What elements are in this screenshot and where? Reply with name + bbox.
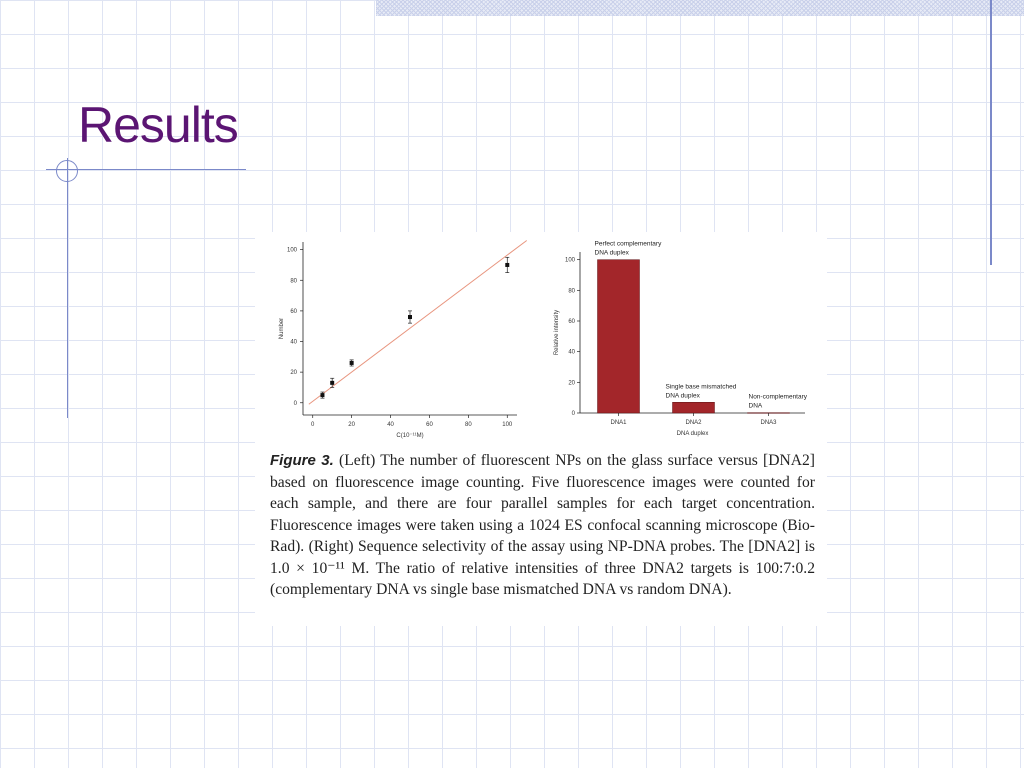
bar-y-tick-label: 0 [571, 411, 575, 417]
scatter-y-tick-label: 40 [290, 339, 297, 346]
bar-y-tick-label: 60 [568, 319, 575, 325]
annotation-single-1: Single base mismatched [665, 383, 737, 391]
bar-y-tick-label: 100 [564, 257, 575, 264]
bar-dna2 [673, 402, 715, 413]
bar-category-label: DNA1 [610, 420, 627, 426]
scatter-x-tick-label: 60 [426, 422, 433, 428]
scatter-x-tick-label: 100 [502, 422, 513, 428]
circle-ornament-icon [56, 160, 78, 182]
scatter-y-tick-label: 0 [293, 400, 297, 407]
slide-title: Results [78, 97, 238, 153]
scatter-y-tick-label: 80 [290, 278, 297, 285]
scatter-point [350, 361, 354, 365]
caption-label: Figure 3. [270, 452, 334, 469]
annotation-noncomp-2: DNA [748, 402, 763, 410]
scatter-x-tick-label: 0 [311, 422, 315, 428]
bar-y-tick-label: 20 [568, 380, 575, 387]
figure-caption [270, 450, 815, 601]
caption-text: (Left) The number of fluorescent NPs on the glass surface versus [DNA2] based on fluorescence image counting. Five fluorescence images were counted for each sample, and there are four parallel samples for each target concentration. Fluorescence images were taken using a 1024 ES confocal scanning microscope (Bio-Rad). (Right) Sequence selectivity of the assay using NP-DNA probes. The [DNA2] is 1.0 × 10⁻¹¹ M. The ratio of relative intensities of three DNA2 targets is 100:7:0.2 (complementary DNA vs single base mismatched DNA vs random DNA). [270, 452, 816, 598]
bar-y-tick-label: 40 [568, 349, 575, 356]
right-vertical-rule [990, 0, 992, 265]
bar-category-label: DNA3 [760, 420, 777, 426]
scatter-point [330, 381, 334, 385]
bar-y-axis-label: Relative intensity [554, 309, 560, 356]
scatter-x-axis-label: C(10⁻¹¹M) [396, 433, 424, 439]
scatter-point [320, 393, 324, 397]
scatter-y-tick-label: 60 [290, 308, 297, 315]
annotation-perfect-1: Perfect complementary [594, 240, 662, 248]
bar-x-axis-label: DNA duplex [676, 431, 709, 437]
scatter-y-axis-label: Number [279, 317, 285, 340]
scatter-x-tick-label: 20 [348, 422, 355, 428]
bar-dna1 [598, 260, 640, 413]
bar-category-label: DNA2 [685, 420, 702, 426]
bar-y-tick-label: 80 [568, 288, 575, 295]
annotation-perfect-2: DNA duplex [594, 249, 629, 257]
top-decorative-band [376, 0, 1024, 16]
left-vertical-rule [67, 158, 68, 418]
annotation-single-2: DNA duplex [665, 392, 700, 400]
scatter-point [505, 263, 509, 267]
annotation-noncomp-1: Non-complementary [748, 393, 808, 401]
scatter-point [408, 315, 412, 319]
figure-image [255, 232, 827, 626]
scatter-x-tick-label: 80 [465, 422, 472, 428]
figure-charts-svg [255, 232, 827, 447]
scatter-x-tick-label: 40 [387, 422, 394, 428]
scatter-y-tick-label: 100 [286, 247, 297, 254]
scatter-y-tick-label: 20 [290, 370, 297, 377]
scatter-fit-line [309, 240, 527, 404]
